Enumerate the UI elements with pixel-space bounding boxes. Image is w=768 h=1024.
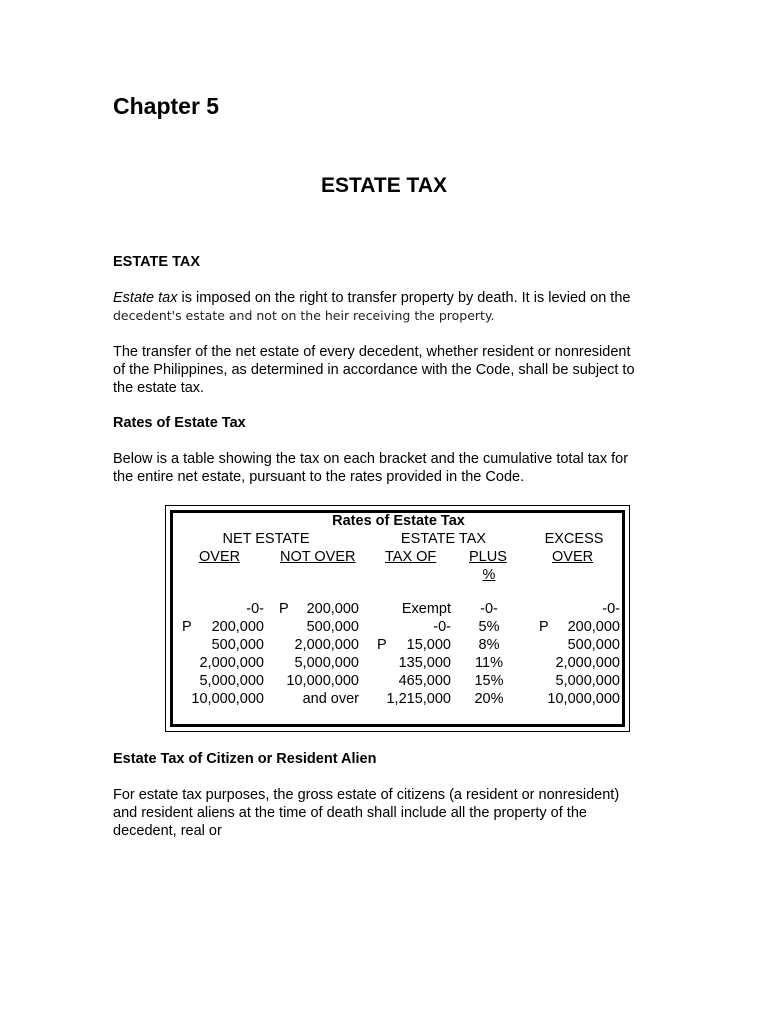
cell-excess-over: 200,000 xyxy=(567,619,620,635)
paragraph-line: of the Philippines, as determined in accordance with the Code, shall be subject to xyxy=(113,362,635,378)
cell-tax-of: Exempt xyxy=(401,601,451,617)
cell-plus: 11% xyxy=(475,655,503,671)
section-heading-rates: Rates of Estate Tax xyxy=(113,415,246,431)
paragraph-line: is imposed on the right to transfer property by death. It is levied on the xyxy=(177,290,631,306)
cell-over: 500,000 xyxy=(211,637,264,653)
section-heading-citizen-resident: Estate Tax of Citizen or Resident Alien xyxy=(113,751,377,767)
cell-plus: 15% xyxy=(474,673,504,689)
cell-excess-over: 10,000,000 xyxy=(547,691,620,707)
cell-not-over: and over xyxy=(302,691,359,707)
cell-over-prefix: P xyxy=(182,619,192,635)
cell-excess-over: 500,000 xyxy=(567,637,620,653)
section-heading-estate-tax: ESTATE TAX xyxy=(113,254,200,270)
cell-over: 200,000 xyxy=(211,619,264,635)
cell-not-over: 200,000 xyxy=(306,601,359,617)
document-title: ESTATE TAX xyxy=(321,174,447,197)
paragraph-line: decedent's estate and not on the heir receiving the property. xyxy=(113,308,495,323)
cell-plus: 20% xyxy=(474,691,504,707)
cell-over: -0- xyxy=(246,601,264,617)
cell-over: 10,000,000 xyxy=(191,691,264,707)
cell-plus: 8% xyxy=(478,637,500,653)
cell-not-over: 5,000,000 xyxy=(294,655,359,671)
header-over: OVER xyxy=(199,549,241,565)
cell-not-over: 2,000,000 xyxy=(294,637,359,653)
cell-tax-of: 465,000 xyxy=(398,673,451,689)
cell-not-over-prefix: P xyxy=(279,601,289,617)
paragraph-line: decedent, real or xyxy=(113,823,222,839)
paragraph-estate-tax-definition xyxy=(113,289,630,325)
cell-excess-over: 2,000,000 xyxy=(555,655,620,671)
paragraph-line: the entire net estate, pursuant to the rates provided in the Code. xyxy=(113,469,525,485)
cell-excess-over: -0- xyxy=(602,601,620,617)
paragraph-gross-estate xyxy=(113,786,619,840)
header-excess: EXCESS xyxy=(544,531,604,547)
cell-plus: 5% xyxy=(478,619,500,635)
header-plus-percent: % xyxy=(482,567,496,583)
chapter-heading: Chapter 5 xyxy=(113,93,220,119)
paragraph-line: Below is a table showing the tax on each bracket and the cumulative total tax for xyxy=(113,451,629,467)
header-tax-of: TAX OF xyxy=(385,549,437,565)
header-not-over: NOT OVER xyxy=(280,549,356,565)
cell-plus: -0- xyxy=(480,601,498,617)
header-excess-over: OVER xyxy=(552,549,594,565)
cell-not-over: 10,000,000 xyxy=(286,673,359,689)
paragraph-rates-intro xyxy=(113,450,628,486)
paragraph-line: The transfer of the net estate of every decedent, whether resident or nonresident xyxy=(113,344,631,360)
cell-over: 2,000,000 xyxy=(199,655,264,671)
header-estate-tax: ESTATE TAX xyxy=(400,531,487,547)
table-title: Rates of Estate Tax xyxy=(332,513,465,529)
paragraph-line: the estate tax. xyxy=(113,380,205,396)
cell-tax-of: 1,215,000 xyxy=(386,691,451,707)
cell-excess-over: 5,000,000 xyxy=(555,673,620,689)
cell-tax-of: 15,000 xyxy=(406,637,451,653)
paragraph-line: and resident aliens at the time of death shall include all the property of the xyxy=(113,805,587,821)
estate-tax-rates-table xyxy=(165,505,630,732)
estate-tax-term: Estate tax xyxy=(113,290,178,306)
paragraph-line: For estate tax purposes, the gross estate of citizens (a resident or nonresident) xyxy=(113,787,620,803)
cell-tax-prefix: P xyxy=(377,637,387,653)
cell-excess-prefix: P xyxy=(539,619,549,635)
header-net-estate: NET ESTATE xyxy=(222,531,310,547)
cell-tax-of: 135,000 xyxy=(398,655,451,671)
header-plus: PLUS xyxy=(469,549,507,565)
paragraph-net-estate-transfer xyxy=(113,343,635,397)
cell-not-over: 500,000 xyxy=(306,619,359,635)
cell-tax-of: -0- xyxy=(433,619,451,635)
cell-over: 5,000,000 xyxy=(199,673,264,689)
